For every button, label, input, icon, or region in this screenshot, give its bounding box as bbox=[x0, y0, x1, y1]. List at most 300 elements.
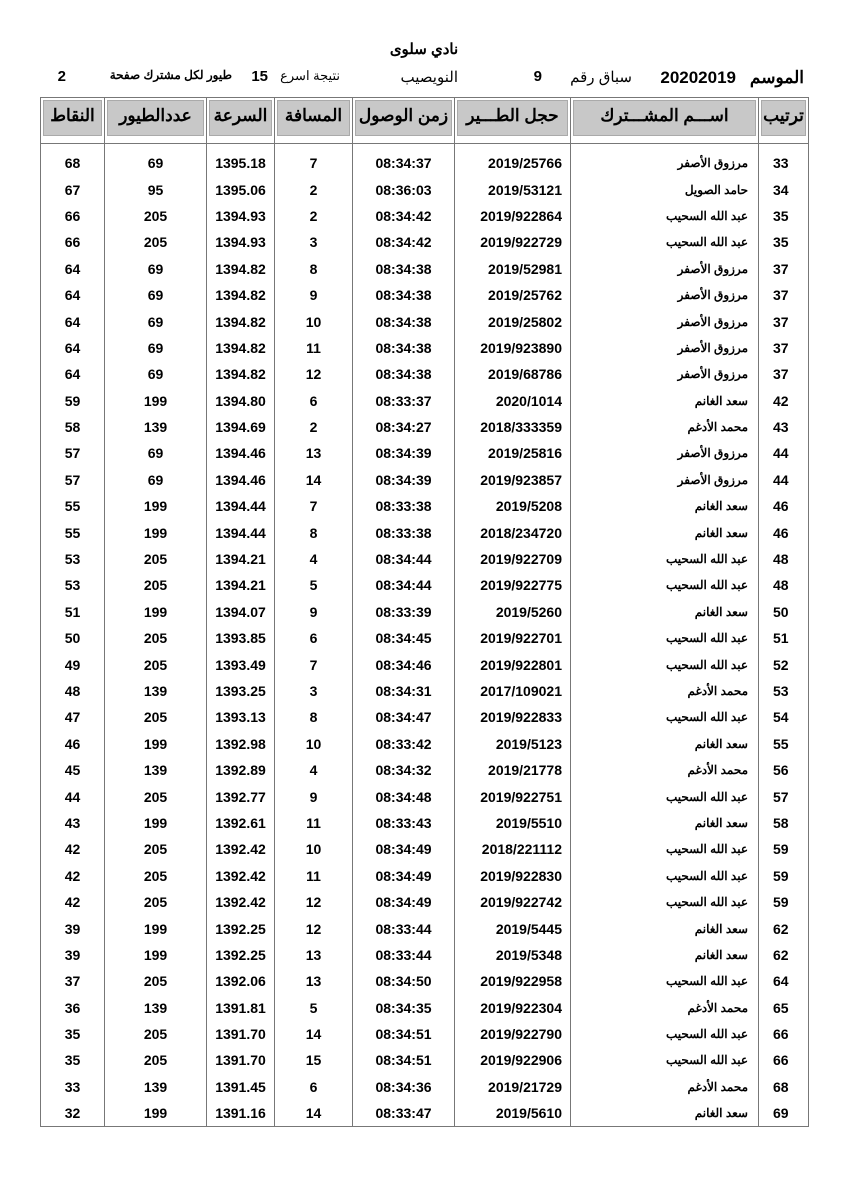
cell-rank: 37 bbox=[759, 282, 809, 308]
cell-ring-number: 2019/922833 bbox=[455, 704, 571, 730]
cell-points: 35 bbox=[41, 1047, 105, 1073]
table-row bbox=[41, 203, 809, 229]
cell-distance: 2 bbox=[275, 176, 353, 202]
cell-member-name: عبد الله السحيب bbox=[571, 203, 759, 229]
cell-speed: 1392.98 bbox=[207, 731, 275, 757]
cell-rank: 33 bbox=[759, 144, 809, 177]
cell-member-name: محمد الأدغم bbox=[571, 678, 759, 704]
cell-ring-number: 2020/1014 bbox=[455, 388, 571, 414]
cell-rank: 68 bbox=[759, 1074, 809, 1100]
table-row bbox=[41, 519, 809, 545]
cell-member-name: محمد الأدغم bbox=[571, 1074, 759, 1100]
cell-arrival-time: 08:34:36 bbox=[353, 1074, 455, 1100]
cell-rank: 35 bbox=[759, 229, 809, 255]
cell-distance: 7 bbox=[275, 651, 353, 677]
table-row bbox=[41, 467, 809, 493]
cell-distance: 9 bbox=[275, 783, 353, 809]
cell-ring-number: 2019/5610 bbox=[455, 1100, 571, 1127]
cell-member-name: عبد الله السحيب bbox=[571, 1047, 759, 1073]
cell-points: 66 bbox=[41, 203, 105, 229]
cell-distance: 6 bbox=[275, 1074, 353, 1100]
cell-arrival-time: 08:34:49 bbox=[353, 863, 455, 889]
cell-arrival-time: 08:34:47 bbox=[353, 704, 455, 730]
cell-arrival-time: 08:34:42 bbox=[353, 203, 455, 229]
table-row bbox=[41, 757, 809, 783]
table-row bbox=[41, 1047, 809, 1073]
cell-rank: 66 bbox=[759, 1047, 809, 1073]
cell-arrival-time: 08:34:31 bbox=[353, 678, 455, 704]
cell-distance: 9 bbox=[275, 599, 353, 625]
cell-rank: 59 bbox=[759, 889, 809, 915]
cell-distance: 13 bbox=[275, 968, 353, 994]
cell-distance: 4 bbox=[275, 546, 353, 572]
cell-ring-number: 2019/52981 bbox=[455, 256, 571, 282]
cell-speed: 1392.61 bbox=[207, 810, 275, 836]
cell-arrival-time: 08:33:44 bbox=[353, 915, 455, 941]
cell-speed: 1395.18 bbox=[207, 144, 275, 177]
cell-member-name: عبد الله السحيب bbox=[571, 889, 759, 915]
header-ring-number: حجل الطـــير bbox=[455, 98, 571, 144]
cell-birds-count: 199 bbox=[105, 599, 207, 625]
cell-member-name: عبد الله السحيب bbox=[571, 783, 759, 809]
cell-member-name: عبد الله السحيب bbox=[571, 572, 759, 598]
cell-points: 45 bbox=[41, 757, 105, 783]
cell-rank: 48 bbox=[759, 546, 809, 572]
cell-speed: 1395.06 bbox=[207, 176, 275, 202]
table-row bbox=[41, 440, 809, 466]
table-row bbox=[41, 783, 809, 809]
cell-ring-number: 2019/922709 bbox=[455, 546, 571, 572]
table-row bbox=[41, 335, 809, 361]
cell-member-name: مرزوق الأصفر bbox=[571, 256, 759, 282]
cell-points: 39 bbox=[41, 915, 105, 941]
cell-rank: 56 bbox=[759, 757, 809, 783]
cell-arrival-time: 08:36:03 bbox=[353, 176, 455, 202]
cell-speed: 1394.82 bbox=[207, 361, 275, 387]
cell-speed: 1394.44 bbox=[207, 519, 275, 545]
race-number: 9 bbox=[533, 68, 542, 85]
cell-birds-count: 139 bbox=[105, 995, 207, 1021]
cell-birds-count: 69 bbox=[105, 335, 207, 361]
cell-member-name: سعد الغانم bbox=[571, 915, 759, 941]
cell-points: 64 bbox=[41, 256, 105, 282]
cell-arrival-time: 08:34:51 bbox=[353, 1021, 455, 1047]
cell-speed: 1392.25 bbox=[207, 942, 275, 968]
race-info bbox=[48, 68, 804, 90]
cell-points: 37 bbox=[41, 968, 105, 994]
cell-arrival-time: 08:34:49 bbox=[353, 889, 455, 915]
cell-birds-count: 199 bbox=[105, 388, 207, 414]
cell-distance: 9 bbox=[275, 282, 353, 308]
cell-rank: 48 bbox=[759, 572, 809, 598]
cell-ring-number: 2019/922906 bbox=[455, 1047, 571, 1073]
cell-rank: 44 bbox=[759, 440, 809, 466]
table-row bbox=[41, 414, 809, 440]
cell-rank: 37 bbox=[759, 335, 809, 361]
cell-member-name: عبد الله السحيب bbox=[571, 651, 759, 677]
cell-arrival-time: 08:34:39 bbox=[353, 467, 455, 493]
table-row bbox=[41, 388, 809, 414]
cell-speed: 1394.93 bbox=[207, 229, 275, 255]
cell-birds-count: 205 bbox=[105, 1047, 207, 1073]
cell-points: 35 bbox=[41, 1021, 105, 1047]
cell-speed: 1394.82 bbox=[207, 282, 275, 308]
table-row bbox=[41, 889, 809, 915]
cell-member-name: سعد الغانم bbox=[571, 810, 759, 836]
cell-member-name: مرزوق الأصفر bbox=[571, 144, 759, 177]
table-row bbox=[41, 361, 809, 387]
cell-rank: 66 bbox=[759, 1021, 809, 1047]
table-row bbox=[41, 836, 809, 862]
cell-speed: 1394.21 bbox=[207, 546, 275, 572]
cell-arrival-time: 08:34:38 bbox=[353, 282, 455, 308]
cell-member-name: مرزوق الأصفر bbox=[571, 282, 759, 308]
table-row bbox=[41, 256, 809, 282]
cell-ring-number: 2019/25766 bbox=[455, 144, 571, 177]
cell-birds-count: 205 bbox=[105, 783, 207, 809]
cell-birds-count: 199 bbox=[105, 942, 207, 968]
page-number: 2 bbox=[57, 68, 66, 85]
cell-member-name: عبد الله السحيب bbox=[571, 546, 759, 572]
cell-birds-count: 205 bbox=[105, 889, 207, 915]
cell-member-name: محمد الأدغم bbox=[571, 757, 759, 783]
cell-ring-number: 2019/5123 bbox=[455, 731, 571, 757]
cell-points: 42 bbox=[41, 863, 105, 889]
table-row bbox=[41, 308, 809, 334]
club-title: نادي سلوى bbox=[389, 41, 459, 58]
cell-ring-number: 2019/25802 bbox=[455, 308, 571, 334]
table-row bbox=[41, 678, 809, 704]
cell-rank: 58 bbox=[759, 810, 809, 836]
cell-speed: 1394.21 bbox=[207, 572, 275, 598]
cell-arrival-time: 08:34:46 bbox=[353, 651, 455, 677]
cell-ring-number: 2019/53121 bbox=[455, 176, 571, 202]
cell-points: 36 bbox=[41, 995, 105, 1021]
cell-ring-number: 2019/25762 bbox=[455, 282, 571, 308]
cell-points: 44 bbox=[41, 783, 105, 809]
cell-speed: 1394.69 bbox=[207, 414, 275, 440]
cell-rank: 52 bbox=[759, 651, 809, 677]
cell-member-name: مرزوق الأصفر bbox=[571, 467, 759, 493]
cell-member-name: مرزوق الأصفر bbox=[571, 361, 759, 387]
cell-points: 57 bbox=[41, 467, 105, 493]
cell-ring-number: 2018/333359 bbox=[455, 414, 571, 440]
cell-distance: 14 bbox=[275, 467, 353, 493]
cell-points: 55 bbox=[41, 519, 105, 545]
cell-rank: 46 bbox=[759, 519, 809, 545]
cell-speed: 1394.07 bbox=[207, 599, 275, 625]
cell-ring-number: 2018/221112 bbox=[455, 836, 571, 862]
header-distance: المسافة bbox=[275, 98, 353, 144]
cell-points: 68 bbox=[41, 144, 105, 177]
cell-points: 64 bbox=[41, 361, 105, 387]
cell-birds-count: 69 bbox=[105, 440, 207, 466]
cell-member-name: مرزوق الأصفر bbox=[571, 440, 759, 466]
cell-arrival-time: 08:33:38 bbox=[353, 493, 455, 519]
cell-ring-number: 2019/922751 bbox=[455, 783, 571, 809]
cell-rank: 64 bbox=[759, 968, 809, 994]
cell-ring-number: 2019/923857 bbox=[455, 467, 571, 493]
cell-arrival-time: 08:34:37 bbox=[353, 144, 455, 177]
table-row bbox=[41, 704, 809, 730]
cell-rank: 42 bbox=[759, 388, 809, 414]
cell-arrival-time: 08:34:38 bbox=[353, 361, 455, 387]
cell-points: 51 bbox=[41, 599, 105, 625]
cell-speed: 1394.80 bbox=[207, 388, 275, 414]
cell-ring-number: 2019/68786 bbox=[455, 361, 571, 387]
cell-ring-number: 2017/109021 bbox=[455, 678, 571, 704]
cell-arrival-time: 08:33:47 bbox=[353, 1100, 455, 1127]
cell-rank: 65 bbox=[759, 995, 809, 1021]
cell-distance: 3 bbox=[275, 229, 353, 255]
cell-birds-count: 205 bbox=[105, 572, 207, 598]
cell-birds-count: 69 bbox=[105, 282, 207, 308]
cell-speed: 1391.70 bbox=[207, 1021, 275, 1047]
season-value: 20202019 bbox=[660, 68, 736, 87]
cell-member-name: محمد الأدغم bbox=[571, 995, 759, 1021]
cell-distance: 14 bbox=[275, 1100, 353, 1127]
cell-birds-count: 69 bbox=[105, 144, 207, 177]
cell-rank: 35 bbox=[759, 203, 809, 229]
header-birds-count: عددالطيور bbox=[105, 98, 207, 144]
table-row bbox=[41, 968, 809, 994]
cell-member-name: سعد الغانم bbox=[571, 493, 759, 519]
cell-distance: 8 bbox=[275, 256, 353, 282]
cell-birds-count: 139 bbox=[105, 678, 207, 704]
cell-birds-count: 205 bbox=[105, 651, 207, 677]
table-row bbox=[41, 572, 809, 598]
season-label: الموسم bbox=[749, 68, 804, 87]
cell-birds-count: 205 bbox=[105, 625, 207, 651]
cell-birds-count: 139 bbox=[105, 1074, 207, 1100]
table-row bbox=[41, 625, 809, 651]
cell-distance: 2 bbox=[275, 203, 353, 229]
cell-birds-count: 139 bbox=[105, 757, 207, 783]
cell-rank: 62 bbox=[759, 915, 809, 941]
cell-member-name: سعد الغانم bbox=[571, 942, 759, 968]
table-row bbox=[41, 144, 809, 177]
cell-distance: 6 bbox=[275, 625, 353, 651]
cell-speed: 1393.49 bbox=[207, 651, 275, 677]
cell-distance: 13 bbox=[275, 440, 353, 466]
cell-arrival-time: 08:34:45 bbox=[353, 625, 455, 651]
cell-rank: 57 bbox=[759, 783, 809, 809]
birds-per-member-label: طيور لكل مشترك صفحة bbox=[109, 68, 232, 82]
cell-ring-number: 2019/5445 bbox=[455, 915, 571, 941]
cell-distance: 13 bbox=[275, 942, 353, 968]
cell-member-name: مرزوق الأصفر bbox=[571, 308, 759, 334]
cell-arrival-time: 08:34:32 bbox=[353, 757, 455, 783]
cell-birds-count: 205 bbox=[105, 203, 207, 229]
cell-birds-count: 205 bbox=[105, 704, 207, 730]
cell-birds-count: 139 bbox=[105, 414, 207, 440]
header-row bbox=[41, 98, 809, 144]
cell-rank: 50 bbox=[759, 599, 809, 625]
cell-rank: 55 bbox=[759, 731, 809, 757]
cell-member-name: محمد الأدغم bbox=[571, 414, 759, 440]
cell-member-name: سعد الغانم bbox=[571, 731, 759, 757]
cell-speed: 1392.42 bbox=[207, 836, 275, 862]
cell-distance: 10 bbox=[275, 731, 353, 757]
cell-speed: 1392.89 bbox=[207, 757, 275, 783]
result-label: نتيجة اسرع bbox=[280, 68, 340, 83]
cell-rank: 62 bbox=[759, 942, 809, 968]
cell-member-name: سعد الغانم bbox=[571, 388, 759, 414]
cell-ring-number: 2019/5208 bbox=[455, 493, 571, 519]
cell-rank: 53 bbox=[759, 678, 809, 704]
table-row bbox=[41, 599, 809, 625]
cell-distance: 12 bbox=[275, 361, 353, 387]
cell-rank: 59 bbox=[759, 863, 809, 889]
cell-arrival-time: 08:34:44 bbox=[353, 572, 455, 598]
cell-member-name: مرزوق الأصفر bbox=[571, 335, 759, 361]
table-row bbox=[41, 915, 809, 941]
cell-arrival-time: 08:34:38 bbox=[353, 256, 455, 282]
table-row bbox=[41, 1100, 809, 1127]
race-label: سباق رقم bbox=[570, 69, 632, 86]
cell-points: 33 bbox=[41, 1074, 105, 1100]
cell-member-name: عبد الله السحيب bbox=[571, 625, 759, 651]
cell-member-name: عبد الله السحيب bbox=[571, 968, 759, 994]
cell-distance: 3 bbox=[275, 678, 353, 704]
birds-count: 15 bbox=[251, 68, 268, 85]
table-row bbox=[41, 493, 809, 519]
cell-speed: 1391.16 bbox=[207, 1100, 275, 1127]
cell-arrival-time: 08:33:44 bbox=[353, 942, 455, 968]
cell-points: 39 bbox=[41, 942, 105, 968]
cell-points: 43 bbox=[41, 810, 105, 836]
cell-speed: 1394.46 bbox=[207, 440, 275, 466]
cell-ring-number: 2019/922790 bbox=[455, 1021, 571, 1047]
cell-points: 49 bbox=[41, 651, 105, 677]
cell-ring-number: 2019/922830 bbox=[455, 863, 571, 889]
cell-points: 48 bbox=[41, 678, 105, 704]
table-row bbox=[41, 546, 809, 572]
cell-member-name: عبد الله السحيب bbox=[571, 1021, 759, 1047]
table-row bbox=[41, 863, 809, 889]
cell-ring-number: 2019/922304 bbox=[455, 995, 571, 1021]
cell-speed: 1394.46 bbox=[207, 467, 275, 493]
cell-distance: 4 bbox=[275, 757, 353, 783]
cell-points: 32 bbox=[41, 1100, 105, 1127]
cell-distance: 7 bbox=[275, 144, 353, 177]
cell-arrival-time: 08:33:42 bbox=[353, 731, 455, 757]
table-row bbox=[41, 651, 809, 677]
cell-points: 42 bbox=[41, 836, 105, 862]
cell-rank: 46 bbox=[759, 493, 809, 519]
cell-points: 67 bbox=[41, 176, 105, 202]
cell-speed: 1394.44 bbox=[207, 493, 275, 519]
cell-member-name: عبد الله السحيب bbox=[571, 863, 759, 889]
cell-member-name: عبد الله السحيب bbox=[571, 704, 759, 730]
cell-birds-count: 95 bbox=[105, 176, 207, 202]
cell-rank: 37 bbox=[759, 256, 809, 282]
cell-distance: 5 bbox=[275, 995, 353, 1021]
results-table bbox=[40, 97, 809, 1127]
cell-speed: 1392.77 bbox=[207, 783, 275, 809]
cell-points: 59 bbox=[41, 388, 105, 414]
cell-rank: 59 bbox=[759, 836, 809, 862]
cell-speed: 1391.45 bbox=[207, 1074, 275, 1100]
cell-arrival-time: 08:34:44 bbox=[353, 546, 455, 572]
cell-distance: 2 bbox=[275, 414, 353, 440]
cell-ring-number: 2019/922864 bbox=[455, 203, 571, 229]
cell-distance: 7 bbox=[275, 493, 353, 519]
cell-points: 42 bbox=[41, 889, 105, 915]
cell-arrival-time: 08:33:37 bbox=[353, 388, 455, 414]
cell-rank: 54 bbox=[759, 704, 809, 730]
cell-distance: 11 bbox=[275, 863, 353, 889]
cell-speed: 1393.85 bbox=[207, 625, 275, 651]
header-points: النقاط bbox=[41, 98, 105, 144]
cell-distance: 8 bbox=[275, 704, 353, 730]
cell-distance: 10 bbox=[275, 308, 353, 334]
cell-points: 47 bbox=[41, 704, 105, 730]
cell-arrival-time: 08:34:27 bbox=[353, 414, 455, 440]
cell-points: 66 bbox=[41, 229, 105, 255]
cell-speed: 1392.25 bbox=[207, 915, 275, 941]
cell-birds-count: 69 bbox=[105, 467, 207, 493]
cell-speed: 1392.42 bbox=[207, 863, 275, 889]
cell-distance: 15 bbox=[275, 1047, 353, 1073]
cell-birds-count: 205 bbox=[105, 1021, 207, 1047]
cell-rank: 34 bbox=[759, 176, 809, 202]
cell-rank: 37 bbox=[759, 308, 809, 334]
cell-member-name: عبد الله السحيب bbox=[571, 229, 759, 255]
cell-arrival-time: 08:33:43 bbox=[353, 810, 455, 836]
cell-ring-number: 2019/25816 bbox=[455, 440, 571, 466]
cell-birds-count: 69 bbox=[105, 256, 207, 282]
cell-member-name: عبد الله السحيب bbox=[571, 836, 759, 862]
cell-speed: 1394.82 bbox=[207, 256, 275, 282]
cell-speed: 1391.70 bbox=[207, 1047, 275, 1073]
cell-birds-count: 69 bbox=[105, 308, 207, 334]
cell-rank: 69 bbox=[759, 1100, 809, 1127]
cell-rank: 43 bbox=[759, 414, 809, 440]
cell-ring-number: 2019/5348 bbox=[455, 942, 571, 968]
cell-points: 53 bbox=[41, 572, 105, 598]
cell-ring-number: 2019/922801 bbox=[455, 651, 571, 677]
cell-ring-number: 2018/234720 bbox=[455, 519, 571, 545]
header-rank: ترتيب bbox=[759, 98, 809, 144]
cell-ring-number: 2019/922958 bbox=[455, 968, 571, 994]
cell-arrival-time: 08:34:49 bbox=[353, 836, 455, 862]
cell-arrival-time: 08:34:39 bbox=[353, 440, 455, 466]
cell-birds-count: 205 bbox=[105, 863, 207, 889]
cell-points: 64 bbox=[41, 308, 105, 334]
cell-arrival-time: 08:34:51 bbox=[353, 1047, 455, 1073]
table-row bbox=[41, 810, 809, 836]
cell-birds-count: 199 bbox=[105, 810, 207, 836]
cell-ring-number: 2019/5510 bbox=[455, 810, 571, 836]
cell-speed: 1392.42 bbox=[207, 889, 275, 915]
cell-member-name: سعد الغانم bbox=[571, 1100, 759, 1127]
cell-distance: 8 bbox=[275, 519, 353, 545]
cell-points: 64 bbox=[41, 282, 105, 308]
cell-arrival-time: 08:33:39 bbox=[353, 599, 455, 625]
cell-arrival-time: 08:34:42 bbox=[353, 229, 455, 255]
cell-distance: 12 bbox=[275, 915, 353, 941]
table-row bbox=[41, 1021, 809, 1047]
cell-points: 53 bbox=[41, 546, 105, 572]
cell-arrival-time: 08:33:38 bbox=[353, 519, 455, 545]
cell-speed: 1394.82 bbox=[207, 335, 275, 361]
cell-birds-count: 199 bbox=[105, 915, 207, 941]
cell-arrival-time: 08:34:50 bbox=[353, 968, 455, 994]
cell-birds-count: 205 bbox=[105, 968, 207, 994]
cell-arrival-time: 08:34:38 bbox=[353, 335, 455, 361]
cell-distance: 10 bbox=[275, 836, 353, 862]
